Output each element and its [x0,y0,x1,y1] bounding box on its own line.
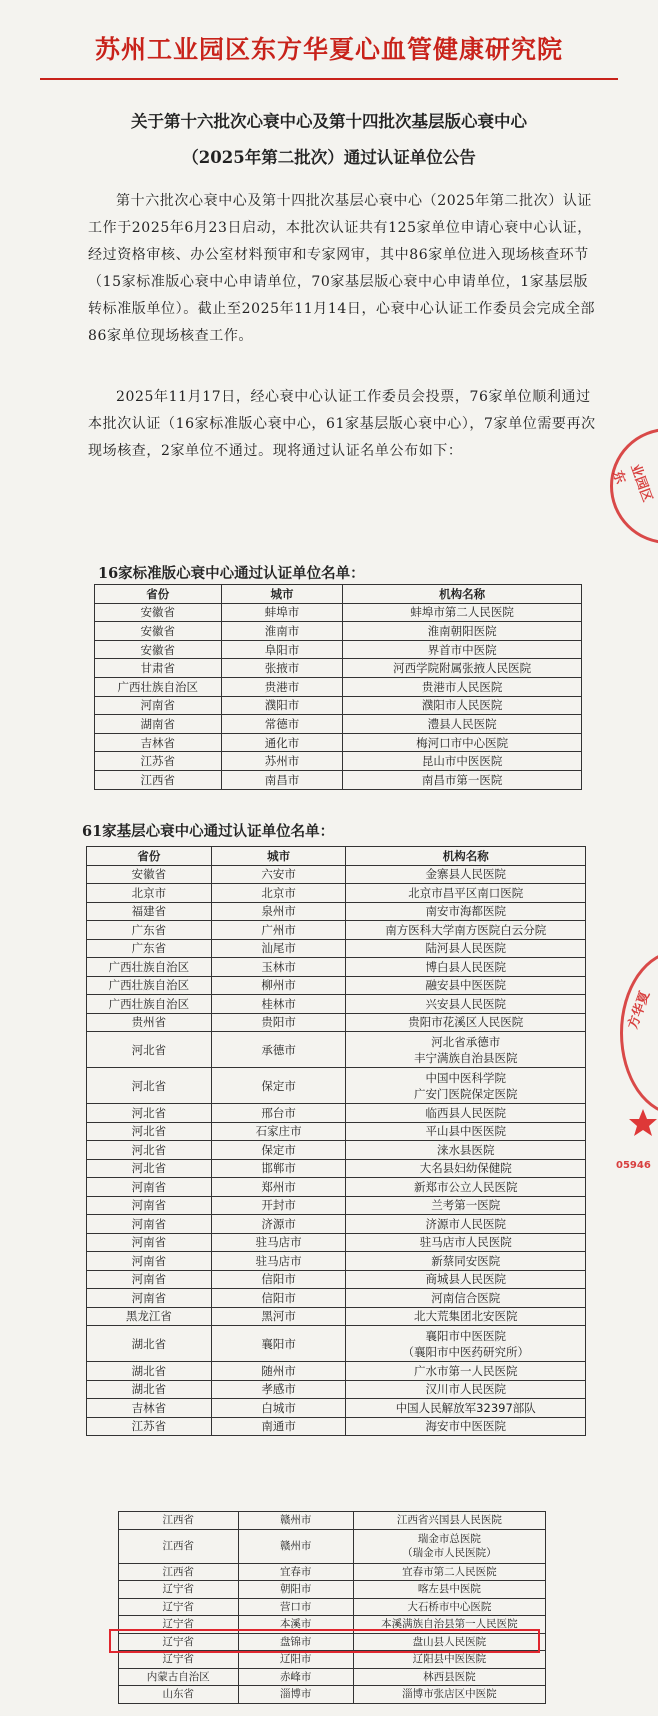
province-cell: 安徽省 [95,603,222,622]
institution-cell: 濮阳市人民医院 [343,696,582,715]
institution-cell: 盘山县人民医院 [353,1633,545,1651]
table-row [87,1233,586,1252]
notice-paragraph-2: 2025年11月17日，经心衰中心认证工作委员会投票，76家单位顺利通过本批次认证（16家标准版心衰中心，61家基层版心衰中心），7家单位需要再次现场核查，2家单位不通过。现将通过认证名单公布如下： [88,389,596,459]
red-seal-stamp-2 [620,950,658,1116]
table-header-row [95,585,582,604]
province-cell: 湖北省 [87,1326,212,1362]
table-row [87,1307,586,1326]
table-row [87,1032,586,1068]
table-row [95,715,582,734]
institution-cell: 博白县人民医院 [346,958,586,977]
province-cell: 河北省 [87,1032,212,1068]
province-cell: 辽宁省 [119,1633,239,1651]
stamp-text-3: 05946 [616,1160,651,1171]
table-row [119,1686,546,1704]
institution-cell: 广水市第一人民医院 [346,1362,586,1381]
city-cell: 营口市 [238,1598,353,1616]
city-cell: 广州市 [211,921,346,940]
table-row [87,1178,586,1197]
institution-cell: 蚌埠市第二人民医院 [343,603,582,622]
city-cell: 济源市 [211,1215,346,1234]
institution-cell: 澧县人民医院 [343,715,582,734]
city-cell: 赣州市 [238,1512,353,1530]
province-cell: 河南省 [87,1270,212,1289]
column-header: 省份 [95,585,222,604]
table-row [87,1326,586,1362]
province-cell: 湖北省 [87,1380,212,1399]
city-cell: 濮阳市 [221,696,343,715]
institution-cell: 南安市海都医院 [346,902,586,921]
city-cell: 开封市 [211,1196,346,1215]
org-title: 苏州工业园区东方华夏心血管健康研究院 [94,35,563,64]
table-row [87,1068,586,1104]
table-row [87,976,586,995]
city-cell: 六安市 [211,865,346,884]
table-row [95,659,582,678]
institution-cell: 襄阳市中医医院 （襄阳市中医药研究所） [346,1326,586,1362]
institution-cell: 河北省承德市 丰宁满族自治县医院 [346,1032,586,1068]
province-cell: 河南省 [87,1252,212,1271]
province-cell: 河南省 [95,696,222,715]
institution-cell: 临西县人民医院 [346,1104,586,1123]
institution-cell: 北大荒集团北安医院 [346,1307,586,1326]
province-cell: 安徽省 [95,622,222,641]
city-cell: 本溪市 [238,1616,353,1634]
stamp-text-2: 方华夏 [625,989,654,1032]
table-row [95,622,582,641]
institution-cell: 瑞金市总医院 （瑞金市人民医院） [353,1529,545,1563]
table-row [95,770,582,789]
city-cell: 随州市 [211,1362,346,1381]
table-row [87,1417,586,1436]
province-cell: 江西省 [119,1563,239,1581]
institution-cell: 江西省兴国县人民医院 [353,1512,545,1530]
table-row [87,1196,586,1215]
table-row [87,884,586,903]
institution-cell: 商城县人民医院 [346,1270,586,1289]
institution-cell: 南昌市第一医院 [343,770,582,789]
table-row [87,958,586,977]
city-cell: 保定市 [211,1068,346,1104]
province-cell: 河北省 [87,1068,212,1104]
province-cell: 江西省 [119,1529,239,1563]
city-cell: 南通市 [211,1417,346,1436]
column-header: 城市 [211,847,346,866]
institution-cell: 大石桥市中心医院 [353,1598,545,1616]
province-cell: 福建省 [87,902,212,921]
province-cell: 河南省 [87,1289,212,1308]
header-divider [40,78,618,80]
table-row [87,995,586,1014]
province-cell: 广西壮族自治区 [87,958,212,977]
province-cell: 河南省 [87,1196,212,1215]
table-row [87,1215,586,1234]
city-cell: 驻马店市 [211,1233,346,1252]
institution-cell: 林西县医院 [353,1668,545,1686]
institution-cell: 济源市人民医院 [346,1215,586,1234]
standard-list-heading: 16家标准版心衰中心通过认证单位名单： [98,565,365,582]
city-cell: 玉林市 [211,958,346,977]
column-header: 机构名称 [343,585,582,604]
table-row [119,1512,546,1530]
province-cell: 河北省 [87,1141,212,1160]
institution-cell: 河西学院附属张掖人民医院 [343,659,582,678]
city-cell: 南昌市 [221,770,343,789]
table-row [119,1563,546,1581]
table-row [87,1141,586,1160]
institution-cell: 淄博市张店区中医院 [353,1686,545,1704]
province-cell: 广东省 [87,921,212,940]
province-cell: 北京市 [87,884,212,903]
column-header: 机构名称 [346,847,586,866]
province-cell: 吉林省 [87,1399,212,1418]
table-row [87,902,586,921]
province-cell: 广西壮族自治区 [95,677,222,696]
institution-cell: 贵港市人民医院 [343,677,582,696]
institution-cell: 河南信合医院 [346,1289,586,1308]
institution-cell: 汉川市人民医院 [346,1380,586,1399]
province-cell: 广东省 [87,939,212,958]
institution-cell: 中国中医科学院 广安门医院保定医院 [346,1068,586,1104]
highlight-box [109,1629,540,1653]
city-cell: 常德市 [221,715,343,734]
table-row [119,1598,546,1616]
province-cell: 广西壮族自治区 [87,976,212,995]
city-cell: 信阳市 [211,1289,346,1308]
table-row [87,1104,586,1123]
table-row [119,1668,546,1686]
province-cell: 湖南省 [95,715,222,734]
province-cell: 江苏省 [87,1417,212,1436]
province-cell: 甘肃省 [95,659,222,678]
province-cell: 安徽省 [95,640,222,659]
institution-cell: 驻马店市人民医院 [346,1233,586,1252]
institution-cell: 融安县中医医院 [346,976,586,995]
province-cell: 山东省 [119,1686,239,1704]
city-cell: 信阳市 [211,1270,346,1289]
institution-cell: 梅河口市中心医院 [343,733,582,752]
institution-cell: 大名县妇幼保健院 [346,1159,586,1178]
province-cell: 河北省 [87,1104,212,1123]
table-row [119,1651,546,1669]
province-cell: 江西省 [119,1512,239,1530]
city-cell: 北京市 [211,884,346,903]
institution-cell: 新郑市公立人民医院 [346,1178,586,1197]
institution-cell: 兴安县人民医院 [346,995,586,1014]
table-row [87,1399,586,1418]
table-row [87,1362,586,1381]
province-cell: 湖北省 [87,1362,212,1381]
institution-cell: 兰考第一医院 [346,1196,586,1215]
table-row [87,1122,586,1141]
notice-title-line1: 关于第十六批次心衰中心及第十四批次基层版心衰中心 [131,112,527,131]
city-cell: 孝感市 [211,1380,346,1399]
table-row [87,1013,586,1032]
city-cell: 郑州市 [211,1178,346,1197]
table-row [95,752,582,771]
city-cell: 柳州市 [211,976,346,995]
basic-list-table [86,846,586,1436]
table-row [119,1529,546,1563]
city-cell: 张掖市 [221,659,343,678]
city-cell: 黑河市 [211,1307,346,1326]
city-cell: 邯郸市 [211,1159,346,1178]
province-cell: 江西省 [95,770,222,789]
city-cell: 淮南市 [221,622,343,641]
institution-cell: 南方医科大学南方医院白云分院 [346,921,586,940]
table-row [87,1380,586,1399]
table-row [87,865,586,884]
province-cell: 内蒙古自治区 [119,1668,239,1686]
institution-cell: 新蔡同安医院 [346,1252,586,1271]
table-row [95,603,582,622]
institution-cell: 喀左县中医院 [353,1581,545,1599]
basic-list-continued-table [118,1511,546,1704]
table-row [95,696,582,715]
city-cell: 承德市 [211,1032,346,1068]
province-cell: 河北省 [87,1159,212,1178]
city-cell: 苏州市 [221,752,343,771]
city-cell: 保定市 [211,1141,346,1160]
table-row [119,1581,546,1599]
city-cell: 白城市 [211,1399,346,1418]
institution-cell: 海安市中医医院 [346,1417,586,1436]
column-header: 城市 [221,585,343,604]
institution-cell: 界首市中医院 [343,640,582,659]
institution-cell: 平山县中医医院 [346,1122,586,1141]
city-cell: 石家庄市 [211,1122,346,1141]
province-cell: 辽宁省 [119,1581,239,1599]
province-cell: 辽宁省 [119,1598,239,1616]
table-row [87,1159,586,1178]
stamp-text-1: 业园区东 [609,462,655,505]
city-cell: 桂林市 [211,995,346,1014]
institution-cell: 贵阳市花溪区人民医院 [346,1013,586,1032]
city-cell: 汕尾市 [211,939,346,958]
city-cell: 赣州市 [238,1529,353,1563]
province-cell: 河北省 [87,1122,212,1141]
table-row [95,640,582,659]
basic-list-heading: 61家基层心衰中心通过认证单位名单： [82,823,335,840]
table-header-row [87,847,586,866]
province-cell: 黑龙江省 [87,1307,212,1326]
city-cell: 驻马店市 [211,1252,346,1271]
table-row [95,733,582,752]
province-cell: 江苏省 [95,752,222,771]
table-row [87,939,586,958]
city-cell: 邢台市 [211,1104,346,1123]
institution-cell: 涞水县医院 [346,1141,586,1160]
province-cell: 安徽省 [87,865,212,884]
city-cell: 蚌埠市 [221,603,343,622]
institution-cell: 辽阳县中医医院 [353,1651,545,1669]
table-row [87,1252,586,1271]
standard-list-table [94,584,582,790]
table-row [87,1270,586,1289]
column-header: 省份 [87,847,212,866]
province-cell: 河南省 [87,1215,212,1234]
institution-cell: 陆河县人民医院 [346,939,586,958]
province-cell: 辽宁省 [119,1651,239,1669]
city-cell: 朝阳市 [238,1581,353,1599]
institution-cell: 宜春市第二人民医院 [353,1563,545,1581]
city-cell: 贵阳市 [211,1013,346,1032]
city-cell: 贵港市 [221,677,343,696]
city-cell: 宜春市 [238,1563,353,1581]
province-cell: 河南省 [87,1178,212,1197]
province-cell: 吉林省 [95,733,222,752]
table-row [87,1289,586,1308]
city-cell: 阜阳市 [221,640,343,659]
city-cell: 通化市 [221,733,343,752]
notice-title-line2: （2025年第二批次）通过认证单位公告 [182,148,476,167]
table-row [95,677,582,696]
institution-cell: 北京市昌平区南口医院 [346,884,586,903]
city-cell: 泉州市 [211,902,346,921]
city-cell: 襄阳市 [211,1326,346,1362]
city-cell: 赤峰市 [238,1668,353,1686]
notice-paragraph-1: 第十六批次心衰中心及第十四批次基层心衰中心（2025年第二批次）认证工作于2025年6月23日启动，本批次认证共有125家单位申请心衰中心认证，经过资格审核、办公室材料预审和专家网审，其中86家单位进入现场核查环节（15家标准版心衰中心申请单位，70家基层版心衰中心申请单位，1家基层版转标准版单位）。截止至2025年11月14日，心衰中心认证工作委员会完成全部86家单位现场核查工作。 [88,193,596,344]
city-cell: 淄博市 [238,1686,353,1704]
province-cell: 河南省 [87,1233,212,1252]
table-row [87,921,586,940]
province-cell: 贵州省 [87,1013,212,1032]
province-cell: 辽宁省 [119,1616,239,1634]
institution-cell: 昆山市中医医院 [343,752,582,771]
institution-cell: 本溪满族自治县第一人民医院 [353,1616,545,1634]
province-cell: 广西壮族自治区 [87,995,212,1014]
institution-cell: 金寨县人民医院 [346,865,586,884]
city-cell: 盘锦市 [238,1633,353,1651]
institution-cell: 淮南朝阳医院 [343,622,582,641]
city-cell: 辽阳市 [238,1651,353,1669]
institution-cell: 中国人民解放军32397部队 [346,1399,586,1418]
